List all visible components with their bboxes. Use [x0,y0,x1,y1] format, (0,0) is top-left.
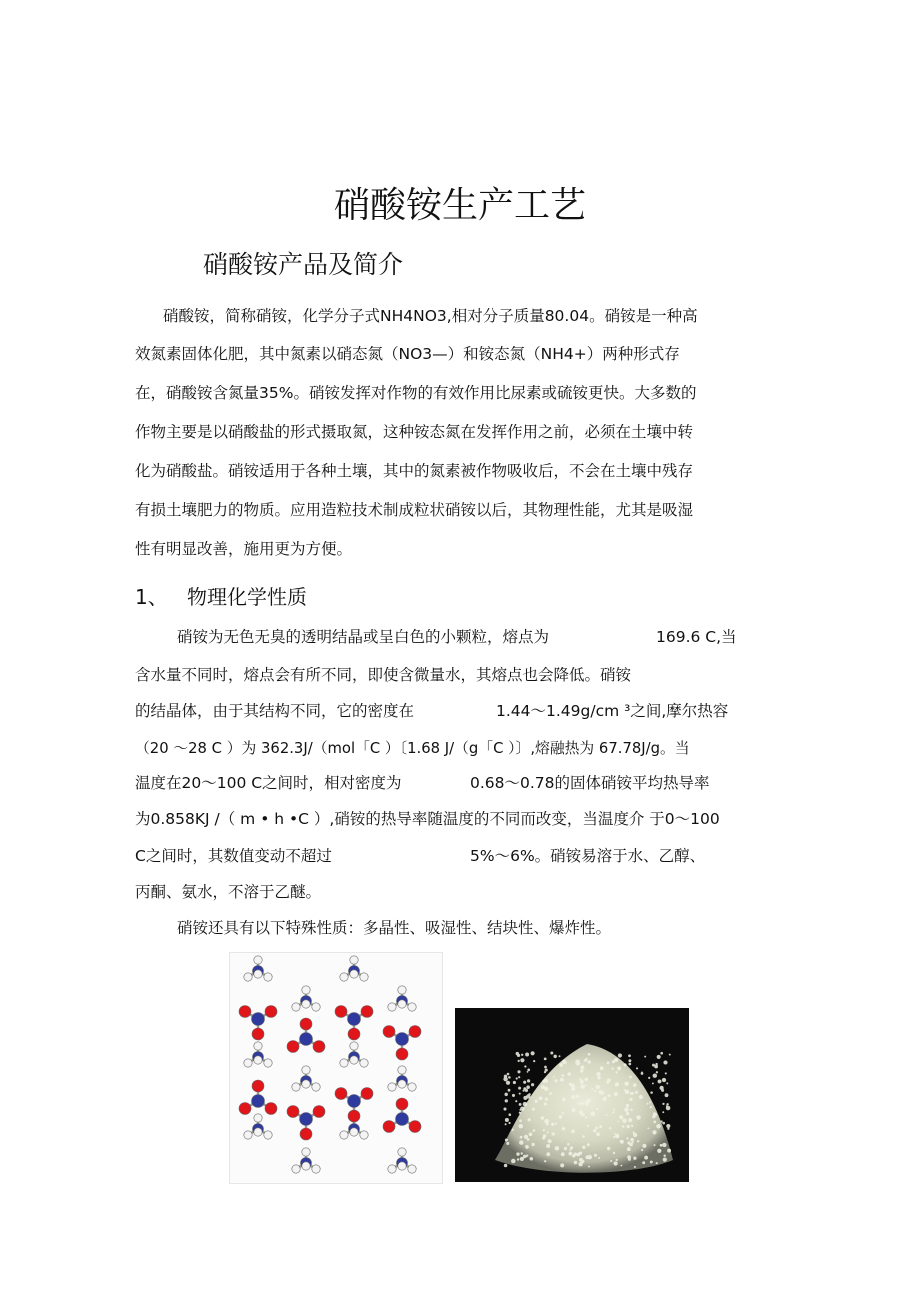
props-line: 0.68～0.78的固体硝铵平均热导率 [470,774,710,792]
molecular-structure-image [229,952,443,1184]
props-line: 169.6 C,当 [656,628,737,646]
props-line: 丙酮、氨水，不溶于乙醚。 [135,883,322,901]
section-heading-properties [135,583,307,611]
granular-product-image [455,1008,689,1182]
props-line: 1.44～1.49g/cm ³之间,摩尔热容 [496,702,729,720]
props-line: （20 ～28 C ）为 362.3J/（mol「C ）〔1.68 J/（g「C ）〕,熔融热为 67.78J/g。当 [135,740,690,757]
props-line: 含水量不同时，熔点会有所不同，即使含微量水，其熔点也会降低。硝铵 [135,666,632,684]
section-heading-intro: 硝酸铵产品及简介 [203,250,404,279]
intro-line: 化为硝酸盐。硝铵适用于各种土壤，其中的氮素被作物吸收后，不会在土壤中残存 [135,462,694,480]
props-line: 的结晶体，由于其结构不同，它的密度在 [135,702,415,720]
intro-line: 有损土壤肥力的物质。应用造粒技术制成粒状硝铵以后，其物理性能，尤其是吸湿 [135,501,694,519]
molecular-structure-svg [230,953,444,1185]
section-title: 物理化学性质 [187,585,307,609]
intro-line: 性有明显改善，施用更为方便。 [135,540,353,558]
page-title: 硝酸铵生产工艺 [333,185,586,226]
props-line: 硝铵还具有以下特殊性质：多晶性、吸湿性、结块性、爆炸性。 [177,919,612,937]
props-line: 5%～6%。硝铵易溶于水、乙醇、 [470,847,706,865]
figure [229,952,689,1184]
props-line: C之间时，其数值变动不超过 [135,847,332,865]
props-line: 温度在20～100 C之间时，相对密度为 [135,774,402,792]
intro-line: 效氮素固体化肥，其中氮素以硝态氮（NO3—）和铵态氮（NH4+）两种形式存 [135,345,680,363]
intro-line: 作物主要是以硝酸盐的形式摄取氮，这种铵态氮在发挥作用之前，必须在土壤中转 [135,423,694,441]
props-line: 为0.858KJ /（ m • h •C ）,硝铵的热导率随温度的不同而改变，当温度介 于0～100 [135,810,720,828]
section-number: 1、 [135,585,168,609]
granules-photo-svg [455,1008,689,1182]
intro-line: 硝酸铵，简称硝铵，化学分子式NH4NO3,相对分子质量80.04。硝铵是一种高 [163,307,698,325]
intro-line: 在，硝酸铵含氮量35%。硝铵发挥对作物的有效作用比尿素或硫铵更快。大多数的 [135,384,697,402]
props-line: 硝铵为无色无臭的透明结晶或呈白色的小颗粒，熔点为 [177,628,550,646]
